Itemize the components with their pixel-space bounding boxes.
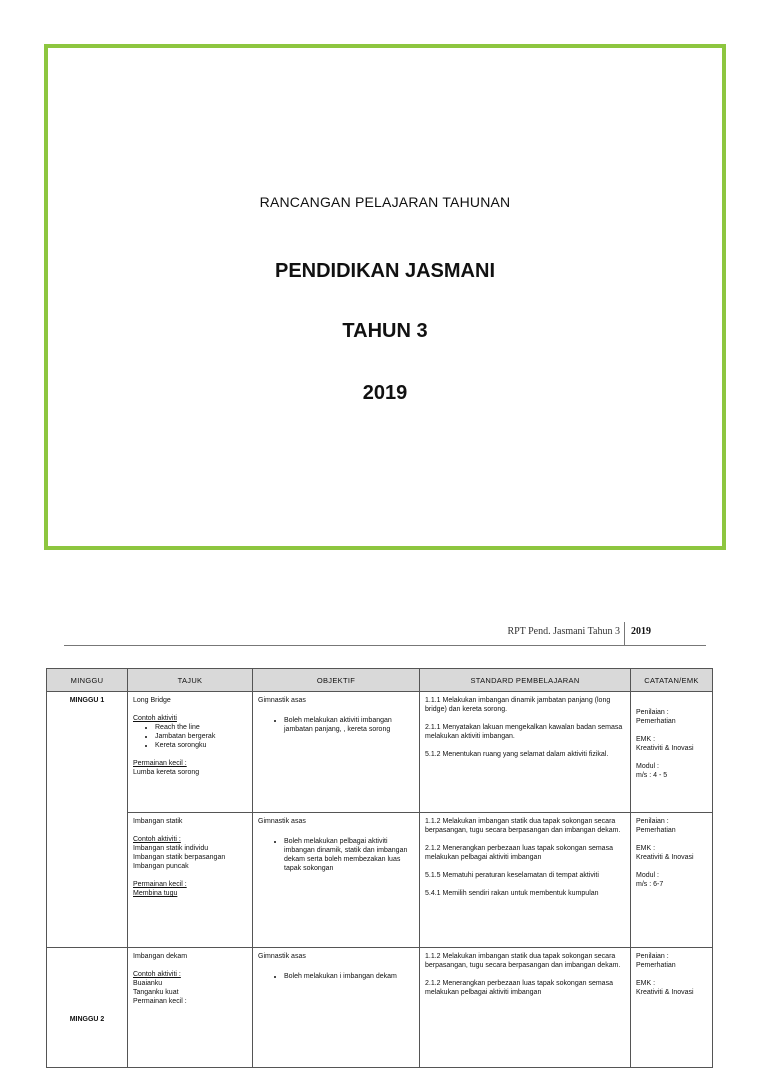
penilaian-value: Pemerhatian [636, 718, 676, 725]
standard-item: 5.1.5 Mematuhi peraturan keselamatan di tempat aktiviti [425, 872, 599, 879]
week-cell [47, 948, 128, 1068]
standard-item: 5.4.1 Memilih sendiri rakan untuk membentuk kumpulan [425, 890, 599, 897]
week-cell: MINGGU 1 [47, 692, 128, 948]
page-header-title: RPT Pend. Jasmani Tahun 3 [507, 626, 620, 637]
catatan-cell [631, 948, 713, 1068]
objektif-cell [253, 813, 420, 948]
topic-title: Imbangan statik [133, 818, 183, 825]
activity-label: Contoh aktiviti [133, 715, 177, 722]
objective-heading: Gimnastik asas [258, 818, 306, 825]
page-header-separator [624, 622, 625, 646]
page-header-rule [64, 645, 706, 646]
tajuk-cell [128, 813, 253, 948]
game-label: Permainan kecil : [133, 881, 187, 888]
catatan-cell [631, 813, 713, 948]
header-tajuk: TAJUK [128, 669, 253, 692]
standard-item: 1.1.2 Melakukan imbangan statik dua tapak sokongan secara berpasangan, tugu secara berpasangan dan imbangan dekam. [425, 953, 621, 969]
header-objektif: OBJEKTIF [253, 669, 420, 692]
year-title: 2019 [362, 382, 408, 404]
standard-item: 2.1.1 Menyatakan lakuan mengekalkan kawalan badan semasa melakukan aktiviti imbangan. [425, 724, 623, 740]
tajuk-cell [128, 948, 253, 1068]
emk-label: EMK : [636, 845, 656, 852]
emk-value: Kreativiti & Inovasi [636, 854, 694, 861]
standard-cell [420, 948, 631, 1068]
standard-cell [420, 813, 631, 948]
header-standard: STANDARD PEMBELAJARAN [420, 669, 631, 692]
standard-item: 2.1.2 Menerangkan perbezaan luas tapak sokongan semasa melakukan pelbagai aktiviti imbangan [425, 845, 613, 861]
standard-item: 1.1.1 Melakukan imbangan dinamik jambatan panjang (long bridge) dan kereta sorong. [425, 697, 611, 713]
modul-value: m/s : 4 - 5 [636, 772, 668, 779]
table-header-row [47, 669, 713, 692]
penilaian-label: Penilaian : [636, 709, 669, 716]
table-row [47, 692, 713, 813]
penilaian-label: Penilaian : [636, 818, 669, 825]
tajuk-cell [128, 692, 253, 813]
document-label: RANCANGAN PELAJARAN TAHUNAN [259, 194, 511, 210]
emk-value: Kreativiti & Inovasi [636, 989, 694, 996]
activity-line: Buaianku [133, 980, 163, 987]
objective-heading: Gimnastik asas [258, 953, 306, 960]
standard-item: 5.1.2 Menentukan ruang yang selamat dalam aktiviti fizikal. [425, 751, 609, 758]
standard-cell [420, 692, 631, 813]
activity-list [133, 723, 247, 750]
objective-list [258, 972, 414, 981]
penilaian-value: Pemerhatian [636, 827, 676, 834]
game-name: Lumba kereta sorong [133, 769, 200, 776]
modul-value: m/s : 6-7 [636, 881, 664, 888]
list-item: • Jambatan bergerak [155, 732, 247, 741]
list-item: • Boleh melakukan i imbangan dekam [284, 972, 414, 981]
objektif-cell [253, 692, 420, 813]
page-header-year: 2019 [631, 626, 651, 637]
grade-title: TAHUN 3 [342, 320, 428, 342]
activity-line: Imbangan statik individu [133, 845, 209, 852]
objective-heading: Gimnastik asas [258, 697, 306, 704]
modul-label: Modul : [636, 872, 659, 879]
table-row [47, 813, 713, 948]
emk-label: EMK : [636, 980, 656, 987]
activity-line: Tanganku kuat [133, 989, 179, 996]
list-item: • Boleh melakukan aktiviti imbangan jambatan panjang, , kereta sorong [284, 716, 414, 734]
objective-list [258, 837, 414, 873]
subject-title: PENDIDIKAN JASMANI [274, 260, 496, 282]
list-item: • Kereta sorongku [155, 741, 247, 750]
penilaian-value: Pemerhatian [636, 962, 676, 969]
activity-label: Contoh aktiviti : [133, 836, 181, 843]
cover-frame [44, 44, 726, 550]
standard-item: 2.1.2 Menerangkan perbezaan luas tapak sokongan semasa melakukan pelbagai aktiviti imbangan [425, 980, 613, 996]
list-item: • Boleh melakukan pelbagai aktiviti imbangan dinamik, statik dan imbangan dekam serta boleh membezakan luas tapak sokongan [284, 837, 414, 873]
topic-title: Imbangan dekam [133, 953, 188, 960]
week-label: MINGGU 2 [69, 1016, 105, 1023]
standard-item: 1.1.2 Melakukan imbangan statik dua tapak sokongan secara berpasangan, tugu secara berpasangan dan imbangan dekam. [425, 818, 621, 834]
game-label: Permainan kecil : [133, 760, 187, 767]
game-name: Membina tugu [133, 890, 178, 897]
penilaian-label: Penilaian : [636, 953, 669, 960]
lesson-plan-table [46, 668, 713, 1068]
topic-title: Long Bridge [133, 697, 171, 704]
objektif-cell [253, 948, 420, 1068]
list-item: • Reach the line [155, 723, 247, 732]
header-catatan: CATATAN/EMK [631, 669, 713, 692]
catatan-cell [631, 692, 713, 813]
emk-value: Kreativiti & Inovasi [636, 745, 694, 752]
emk-label: EMK : [636, 736, 656, 743]
activity-line: Imbangan statik berpasangan [133, 854, 226, 861]
activity-label: Contoh aktiviti : [133, 971, 181, 978]
header-minggu: MINGGU [47, 669, 128, 692]
modul-label: Modul : [636, 763, 659, 770]
game-label: Permainan kecil : [133, 998, 187, 1005]
table-row [47, 948, 713, 1068]
objective-list [258, 716, 414, 734]
activity-line: Imbangan puncak [133, 863, 189, 870]
